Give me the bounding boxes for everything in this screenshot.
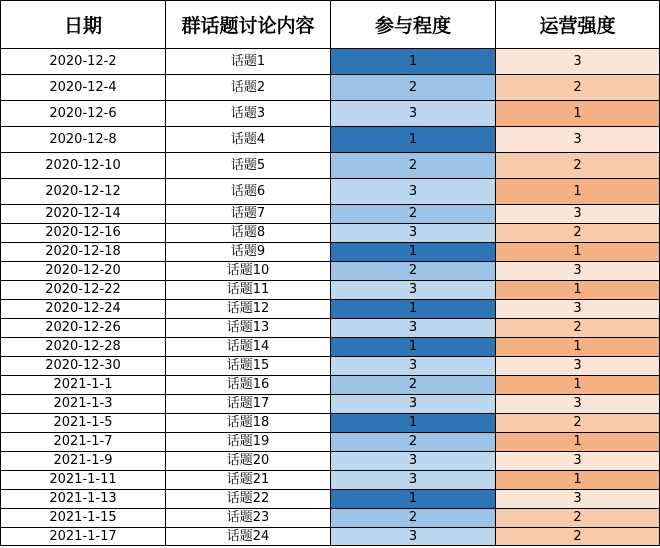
participation-cell[interactable]: 2	[331, 433, 496, 452]
date-cell[interactable]: 2021-1-13	[1, 490, 166, 509]
operation-cell[interactable]: 3	[496, 490, 660, 509]
topic-cell[interactable]: 话题5	[166, 153, 331, 179]
date-cell[interactable]: 2020-12-26	[1, 319, 166, 338]
date-cell[interactable]: 2020-12-28	[1, 338, 166, 357]
table-row	[1, 509, 660, 528]
operation-cell[interactable]: 2	[496, 153, 660, 179]
table-row	[1, 471, 660, 490]
operation-cell[interactable]: 1	[496, 338, 660, 357]
topic-cell[interactable]: 话题23	[166, 509, 331, 528]
participation-cell[interactable]: 1	[331, 414, 496, 433]
participation-cell[interactable]: 2	[331, 153, 496, 179]
table-row	[1, 395, 660, 414]
participation-cell[interactable]: 3	[331, 528, 496, 546]
participation-cell[interactable]: 2	[331, 376, 496, 395]
topic-cell[interactable]: 话题10	[166, 262, 331, 281]
date-cell[interactable]: 2020-12-18	[1, 243, 166, 262]
topic-cell[interactable]: 话题22	[166, 490, 331, 509]
date-cell[interactable]: 2021-1-7	[1, 433, 166, 452]
participation-cell[interactable]: 3	[331, 281, 496, 300]
operation-cell[interactable]: 1	[496, 243, 660, 262]
date-cell[interactable]: 2021-1-5	[1, 414, 166, 433]
participation-cell[interactable]: 1	[331, 300, 496, 319]
date-cell[interactable]: 2020-12-22	[1, 281, 166, 300]
topic-cell[interactable]: 话题16	[166, 376, 331, 395]
date-cell[interactable]: 2020-12-20	[1, 262, 166, 281]
participation-cell[interactable]: 3	[331, 179, 496, 205]
participation-cell[interactable]: 2	[331, 509, 496, 528]
table-row	[1, 357, 660, 376]
date-cell[interactable]: 2021-1-15	[1, 509, 166, 528]
table-row	[1, 281, 660, 300]
participation-cell[interactable]: 3	[331, 101, 496, 127]
table-row	[1, 300, 660, 319]
date-cell[interactable]: 2020-12-2	[1, 49, 166, 75]
topic-cell[interactable]: 话题6	[166, 179, 331, 205]
topic-cell[interactable]: 话题12	[166, 300, 331, 319]
table-row	[1, 224, 660, 243]
topic-cell[interactable]: 话题15	[166, 357, 331, 376]
operation-cell[interactable]: 2	[496, 224, 660, 243]
date-cell[interactable]: 2020-12-6	[1, 101, 166, 127]
participation-cell[interactable]: 1	[331, 243, 496, 262]
topic-cell[interactable]: 话题3	[166, 101, 331, 127]
operation-cell[interactable]: 2	[496, 528, 660, 546]
header-date[interactable]: 日期	[1, 1, 166, 49]
operation-cell[interactable]: 1	[496, 376, 660, 395]
table-row	[1, 528, 660, 546]
date-cell[interactable]: 2021-1-3	[1, 395, 166, 414]
header-row	[1, 1, 660, 49]
table-row	[1, 101, 660, 127]
operation-cell[interactable]: 2	[496, 75, 660, 101]
operation-cell[interactable]: 3	[496, 262, 660, 281]
date-cell[interactable]: 2020-12-30	[1, 357, 166, 376]
table-row	[1, 433, 660, 452]
topic-cell[interactable]: 话题24	[166, 528, 331, 546]
operation-cell[interactable]: 2	[496, 414, 660, 433]
participation-cell[interactable]: 2	[331, 205, 496, 224]
participation-cell[interactable]: 1	[331, 49, 496, 75]
header-topic-content[interactable]: 群话题讨论内容	[166, 1, 331, 49]
operation-cell[interactable]: 1	[496, 281, 660, 300]
date-cell[interactable]: 2020-12-4	[1, 75, 166, 101]
topic-cell[interactable]: 话题1	[166, 49, 331, 75]
operation-cell[interactable]: 3	[496, 300, 660, 319]
topic-cell[interactable]: 话题8	[166, 224, 331, 243]
topic-cell[interactable]: 话题4	[166, 127, 331, 153]
table-row	[1, 338, 660, 357]
date-cell[interactable]: 2021-1-17	[1, 528, 166, 546]
table-row	[1, 179, 660, 205]
operation-cell[interactable]: 1	[496, 179, 660, 205]
table-row	[1, 490, 660, 509]
participation-cell[interactable]: 1	[331, 490, 496, 509]
topic-cell[interactable]: 话题19	[166, 433, 331, 452]
operation-cell[interactable]: 2	[496, 509, 660, 528]
participation-cell[interactable]: 3	[331, 224, 496, 243]
operation-cell[interactable]: 1	[496, 471, 660, 490]
date-cell[interactable]: 2020-12-8	[1, 127, 166, 153]
operation-cell[interactable]: 2	[496, 319, 660, 338]
topic-cell[interactable]: 话题13	[166, 319, 331, 338]
participation-cell[interactable]: 3	[331, 395, 496, 414]
topic-cell[interactable]: 话题14	[166, 338, 331, 357]
operation-cell[interactable]: 3	[496, 127, 660, 153]
date-cell[interactable]: 2020-12-14	[1, 205, 166, 224]
topic-cell[interactable]: 话题21	[166, 471, 331, 490]
table-row	[1, 262, 660, 281]
table-row	[1, 49, 660, 75]
table-row	[1, 452, 660, 471]
header-operation-intensity[interactable]: 运营强度	[496, 1, 660, 49]
operation-cell[interactable]: 3	[496, 205, 660, 224]
participation-cell[interactable]: 1	[331, 338, 496, 357]
date-cell[interactable]: 2021-1-9	[1, 452, 166, 471]
operation-cell[interactable]: 3	[496, 452, 660, 471]
date-cell[interactable]: 2020-12-16	[1, 224, 166, 243]
table-row	[1, 319, 660, 338]
topic-cell[interactable]: 话题7	[166, 205, 331, 224]
table-row	[1, 243, 660, 262]
participation-cell[interactable]: 2	[331, 75, 496, 101]
operation-cell[interactable]: 3	[496, 395, 660, 414]
table-row	[1, 376, 660, 395]
header-participation[interactable]: 参与程度	[331, 1, 496, 49]
participation-cell[interactable]: 3	[331, 357, 496, 376]
topic-cell[interactable]: 话题2	[166, 75, 331, 101]
operation-cell[interactable]: 1	[496, 433, 660, 452]
date-cell[interactable]: 2021-1-11	[1, 471, 166, 490]
topic-cell[interactable]: 话题17	[166, 395, 331, 414]
operation-cell[interactable]: 1	[496, 101, 660, 127]
participation-cell[interactable]: 3	[331, 471, 496, 490]
topic-cell[interactable]: 话题9	[166, 243, 331, 262]
participation-cell[interactable]: 2	[331, 262, 496, 281]
table-row	[1, 75, 660, 101]
table-row	[1, 205, 660, 224]
operation-cell[interactable]: 3	[496, 49, 660, 75]
participation-cell[interactable]: 3	[331, 319, 496, 338]
date-cell[interactable]: 2020-12-12	[1, 179, 166, 205]
date-cell[interactable]: 2021-1-1	[1, 376, 166, 395]
table-row	[1, 414, 660, 433]
topic-cell[interactable]: 话题11	[166, 281, 331, 300]
participation-cell[interactable]: 3	[331, 452, 496, 471]
date-cell[interactable]: 2020-12-10	[1, 153, 166, 179]
topic-cell[interactable]: 话题18	[166, 414, 331, 433]
topic-cell[interactable]: 话题20	[166, 452, 331, 471]
operation-cell[interactable]: 3	[496, 357, 660, 376]
date-cell[interactable]: 2020-12-24	[1, 300, 166, 319]
participation-cell[interactable]: 1	[331, 127, 496, 153]
table-row	[1, 153, 660, 179]
table-row	[1, 127, 660, 153]
